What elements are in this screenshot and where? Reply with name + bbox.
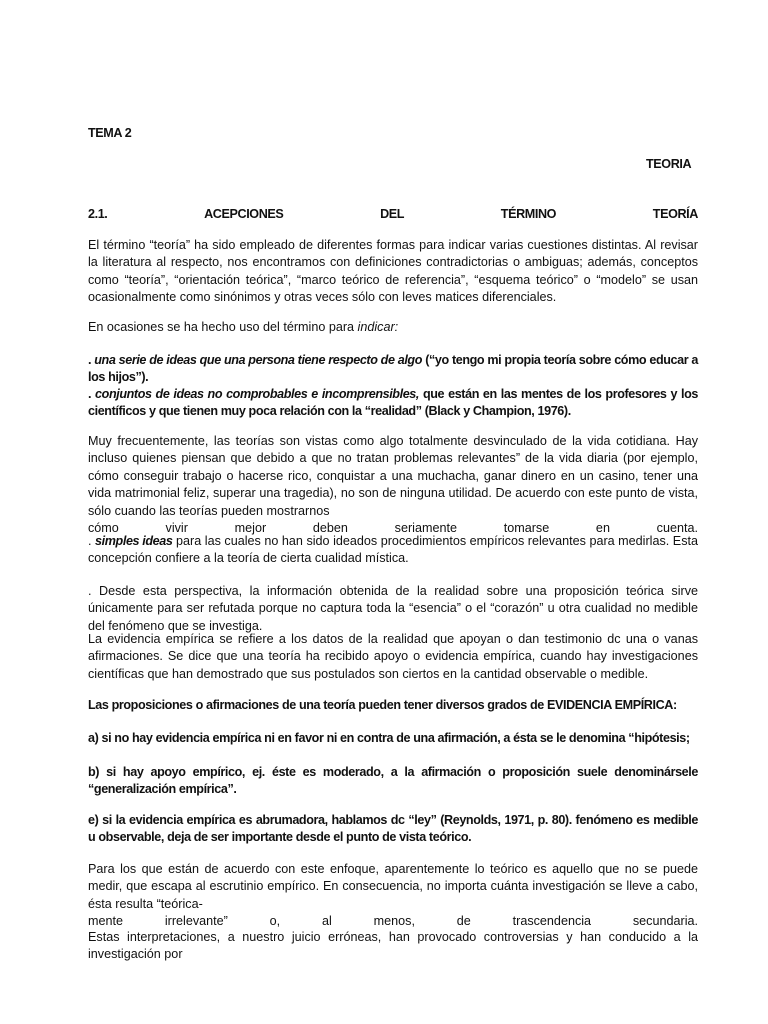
list-item-a: a) si no hay evidencia empírica ni en favor ni en contra de una afirmación, a ésta se le denomina “hipótesis; <box>88 731 690 745</box>
paragraph-evidencia: La evidencia empírica se refiere a los datos de la realidad que apoyan o dan testimonio dc una o vanas afirmaciones. Se dice que una teoría ha recibido apoyo o evidencia empírica, cuando hay investigaciones científicas que han demostrado que sus postulados son ciertos en la cantidad observable o medible. <box>88 632 698 681</box>
bullet-rest: para las cuales no han sido ideados procedimientos empíricos relevantes para medirlas. Esta concepción confiere a la teoría de cierta cualidad mística. <box>88 534 699 566</box>
bullet-italic: conjuntos de ideas no comprobables e incomprensibles, <box>95 387 420 401</box>
section-heading <box>88 206 698 223</box>
bullet-simples-ideas <box>88 533 698 568</box>
bullet-serie-ideas <box>88 352 698 387</box>
list-item-b: b) si hay apoyo empírico, ej. éste es moderado, a la afirmación o proposición suele denominársele “generalización empírica”. <box>88 765 698 797</box>
paragraph-text: Muy frecuentemente, las teorías son vistas como algo totalmente desvinculado de la vida cotidiana. Hay incluso quienes piensan que debido a que no tratan problemas relevantes” de la vida diaria (por ejemplo, cómo conseguir trabajo o hacerse rico, conquistar a una muchacha, ganar dinero en un casino, tener una vida matrimonial feliz, superar una tragedia), no son de ninguna utilidad. De acuerdo con este punto de vista, sólo cuando las teorías pueden mostrarnos <box>88 434 698 518</box>
bullet-italic: una serie de ideas que una persona tiene respecto de algo <box>94 353 423 367</box>
list-item-c: e) si la evidencia empírica es abrumadora, hablamos dc “ley” (Reynolds, 1971, p. 80). fenómeno es medible u observable, deja de ser importante desde el punto de vista teórico. <box>88 813 698 845</box>
section-word: ACEPCIONES <box>204 207 284 221</box>
justified-last-line: cómo vivir mejor deben seriamente tomarse en cuenta. <box>88 521 698 536</box>
bullet-dot: . <box>88 353 95 367</box>
paragraph-interpretaciones: Estas interpretaciones, a nuestro juicio erróneas, han provocado controversias y han conducido a la investigación por <box>88 930 698 962</box>
section-word: DEL <box>380 207 405 221</box>
section-word: TEORÍA <box>652 207 698 221</box>
bullet-rest: que están en las mentes de los profesores y los científicos y que tienen muy poca relación con la “realidad” (Black y Champion, 1976). <box>88 387 699 419</box>
bullet-conjuntos-ideas <box>88 386 698 421</box>
paragraph-text: Para los que están de acuerdo con este enfoque, aparentemente lo teórico es aquello que no se puede medir, que escapa al escrutinio empírico. En consecuencia, no importa cuánta investigación se lleve a cabo, ésta resulta “teórica- <box>88 862 698 911</box>
paragraph-proposiciones: Las proposiciones o afirmaciones de una teoría pueden tener diversos grados de EVIDENCIA EMPÍRICA: <box>88 698 677 712</box>
bullet-dot: . <box>88 534 96 548</box>
bullet-bold-italic: simples ideas <box>95 534 173 548</box>
bullet-rest: (“yo tengo mi propia teoría sobre cómo educar a los hijos”). <box>88 353 698 385</box>
teoria-heading: TEORIA <box>646 157 692 171</box>
paragraph-perspectiva: . Desde esta perspectiva, la información obtenida de la realidad sobre una proposición teórica sirve únicamente para ser refutada porque no captura toda la “esencia” o el “corazón” u otra cualidad no medible del fenómeno que se investiga. <box>88 584 698 633</box>
bullet-dot: . <box>88 387 96 401</box>
tema-heading: TEMA 2 <box>88 126 132 140</box>
italic-text: indicar: <box>357 320 399 334</box>
paragraph-definition: El término “teoría” ha sido empleado de diferentes formas para indicar varias cuestiones distintas. Al revisar la literatura al respecto, nos encontramos con definiciones contradictorias o ambiguas; además, conceptos como “teoría”, “orientación teórica”, “marco teórico de referencia”, “esquema teórico” o “modelo” se usan ocasionalmente como sinónimos y otras veces sólo con leves matices diferenciales. <box>88 238 698 305</box>
justified-last-line: mente irrelevante” o, al menos, de trascendencia secundaria. <box>88 914 698 929</box>
paragraph-indicar <box>88 319 698 336</box>
section-number: 2.1. <box>88 207 108 221</box>
paragraph-text: En ocasiones se ha hecho uso del término para <box>88 320 358 334</box>
paragraph-enfoque <box>88 861 698 931</box>
section-word: TÉRMINO <box>500 207 557 221</box>
paragraph-frecuentemente <box>88 433 698 537</box>
